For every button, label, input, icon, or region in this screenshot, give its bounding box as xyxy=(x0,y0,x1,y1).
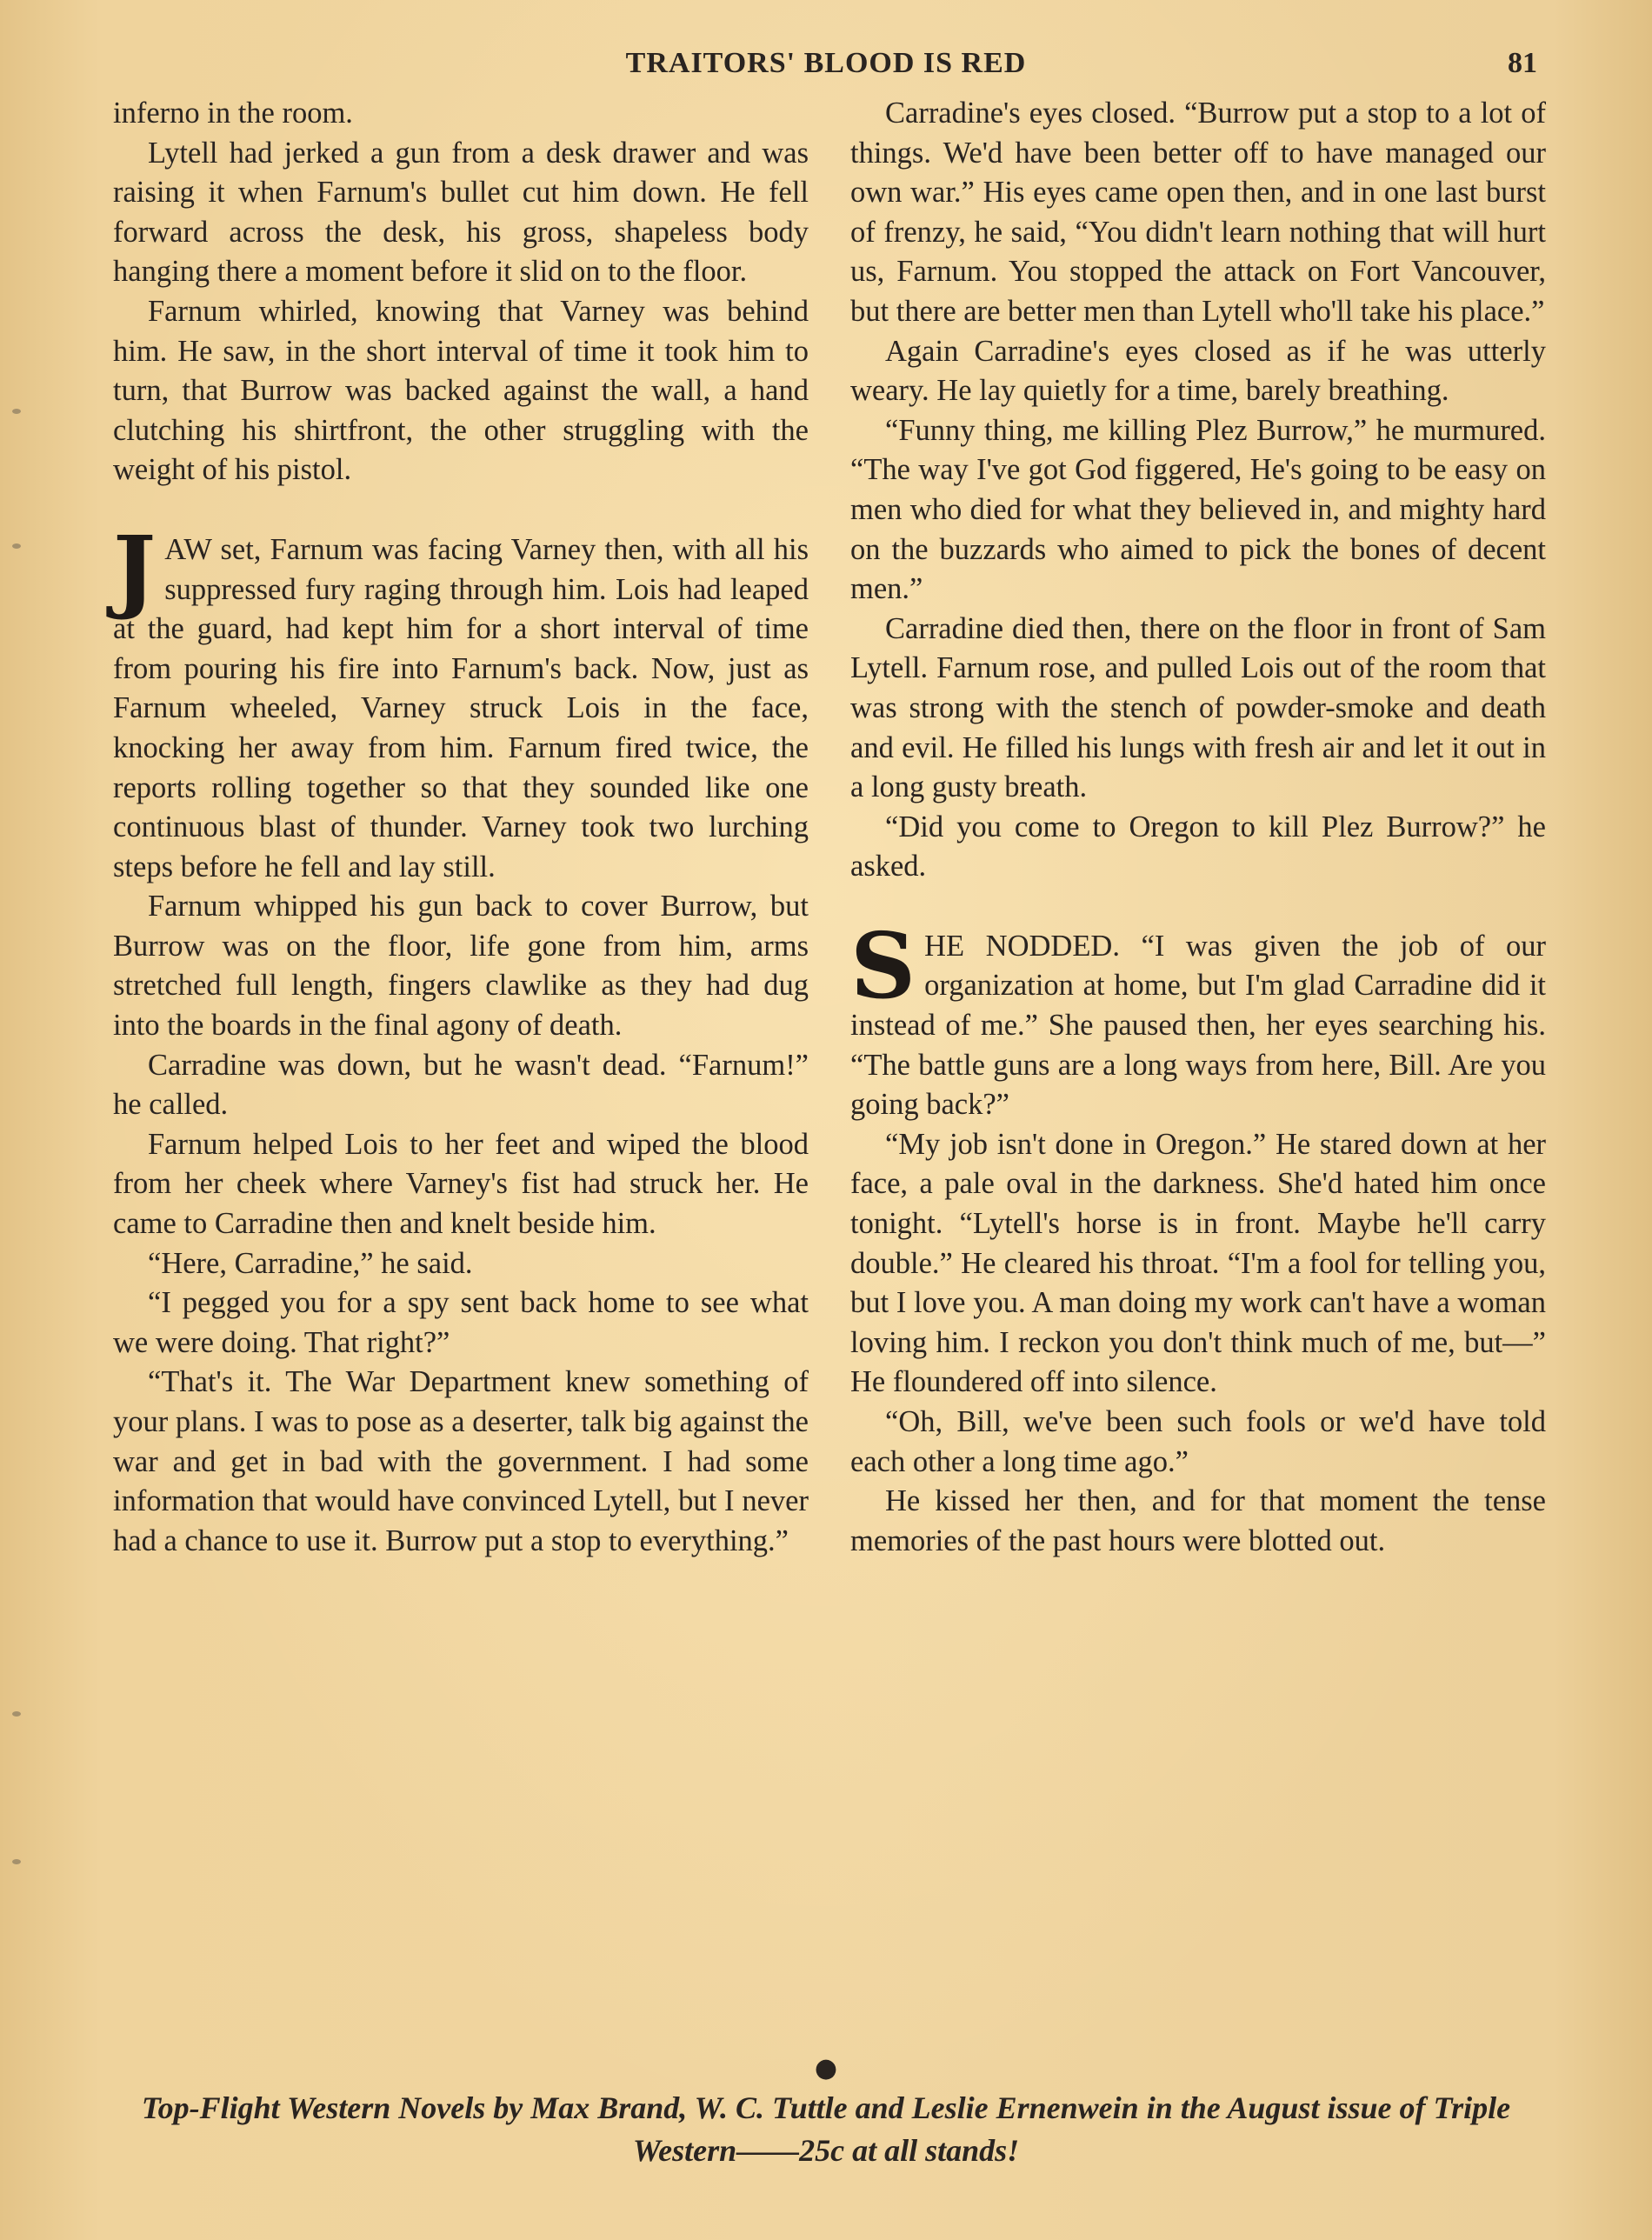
drop-cap: J xyxy=(113,515,157,623)
binding-hole-mark xyxy=(12,409,21,414)
lead-in: AW xyxy=(164,532,212,566)
paragraph: “Did you come to Oregon to kill Plez Burrow?” he asked. xyxy=(850,810,1546,883)
paragraph-text: “I was given the job of our organization at home, but I'm glad Carradine did it instead of me.” She paused then, her eyes searching his. “The battle guns are a long ways from here, Bill. Are you going back?” xyxy=(850,929,1546,1122)
binding-hole-mark xyxy=(12,1711,21,1717)
paragraph: Farnum whirled, knowing that Varney was behind him. He saw, in the short interval of time it took him to turn, that Burrow was backed against the wall, a hand clutching his shirtfront, the other struggling with the weight of his pistol. xyxy=(113,294,809,487)
running-title: TRAITORS' BLOOD IS RED xyxy=(625,47,1027,79)
paragraph: “Oh, Bill, we've been such fools or we'd have told each other a long time ago.” xyxy=(850,1405,1546,1478)
binding-hole-mark xyxy=(12,1859,21,1864)
paragraph: He kissed her then, and for that moment the tense memories of the past hours were blotted out. xyxy=(850,1484,1546,1557)
paragraph: Carradine was down, but he wasn't dead. “Farnum!” he called. xyxy=(113,1048,809,1122)
paragraph-text: set, Farnum was facing Varney then, with all his suppressed fury raging through him. Lois had leaped at the guard, had kept him for a short interval of time from pouring his fire into Farnum's back. Now, just as Farnum wheeled, Varney struck Lois in the face, knocking her away from him. Farnum fired twice, the reports rolling together so that they sounded like one continuous blast of thunder. Varney took two lurching steps before he fell and lay still. xyxy=(113,532,809,883)
paragraph: Lytell had jerked a gun from a desk drawer and was raising it when Farnum's bullet cut him down. He fell forward across the desk, his gross, shapeless body hanging there a moment before it slid on to the floor. xyxy=(113,136,809,289)
running-header xyxy=(0,47,1652,89)
lead-in: HE NODDED. xyxy=(924,929,1120,963)
paragraph: Carradine's eyes closed. “Burrow put a stop to a lot of things. We'd have been better off to have managed our own war.” His eyes came open then, and in one last burst of frenzy, he said, “You didn't learn nothing that will hurt us, Farnum. You stopped the attack on Fort Vancouver, but there are better men than Lytell who'll take his place.” xyxy=(850,97,1546,328)
paragraph: “My job isn't done in Oregon.” He stared down at her face, a pale oval in the darkness. She'd hated him once tonight. “Lytell's horse is in front. Maybe he'll carry double.” He cleared his throat. “I'm a fool for telling you, but I love you. A man doing my work can't have a woman loving him. I reckon you don't think much of me, but—” He floundered off into silence. xyxy=(850,1127,1546,1399)
section-paragraph xyxy=(850,911,1546,1125)
paragraph: “That's it. The War Department knew something of your plans. I was to pose as a deserter, talk big against the war and get in bad with the government. I had some information that would have convinced Lytell, but I never had a chance to use it. Burrow put a stop to everything.” xyxy=(113,1365,809,1557)
paragraph: Farnum whipped his gun back to cover Burrow, but Burrow was on the floor, life gone from him, arms stretched full length, fingers clawlike as they had dug into the boards in the final agony of death. xyxy=(113,890,809,1043)
section-paragraph xyxy=(113,515,809,887)
promo-footer: Top-Flight Western Novels by Max Brand, W. C. Tuttle and Leslie Ernenwein in the August issue of Triple Western——25c at all stands! xyxy=(141,2090,1511,2168)
paragraph: Again Carradine's eyes closed as if he was utterly weary. He lay quietly for a time, barely breathing. xyxy=(850,334,1546,408)
paragraph: Carradine died then, there on the floor in front of Sam Lytell. Farnum rose, and pulled Lois out of the room that was strong with the stench of powder-smoke and death and evil. He filled his lungs with fresh air and let it out in a long gusty breath. xyxy=(850,611,1546,804)
left-column xyxy=(113,94,809,1561)
paragraph: “Here, Carradine,” he said. xyxy=(148,1246,473,1280)
binding-hole-mark xyxy=(12,543,21,549)
bullet-ornament: ● xyxy=(814,2053,838,2083)
paragraph: inferno in the room. xyxy=(113,97,353,130)
paragraph: “Funny thing, me killing Plez Burrow,” he murmured. “The way I've got God figgered, He's going to be easy on men who died for what they believed in, and mighty hard on the buzzards who aimed to pick the bones of decent men.” xyxy=(850,413,1546,606)
paragraph: Farnum helped Lois to her feet and wiped the blood from her cheek where Varney's fist had struck her. He came to Carradine then and knelt beside him. xyxy=(113,1127,809,1241)
right-column xyxy=(850,94,1546,1561)
page-number: 81 xyxy=(1508,47,1537,79)
drop-cap: S xyxy=(850,911,916,1019)
paragraph: “I pegged you for a spy sent back home to see what we were doing. That right?” xyxy=(113,1286,809,1359)
